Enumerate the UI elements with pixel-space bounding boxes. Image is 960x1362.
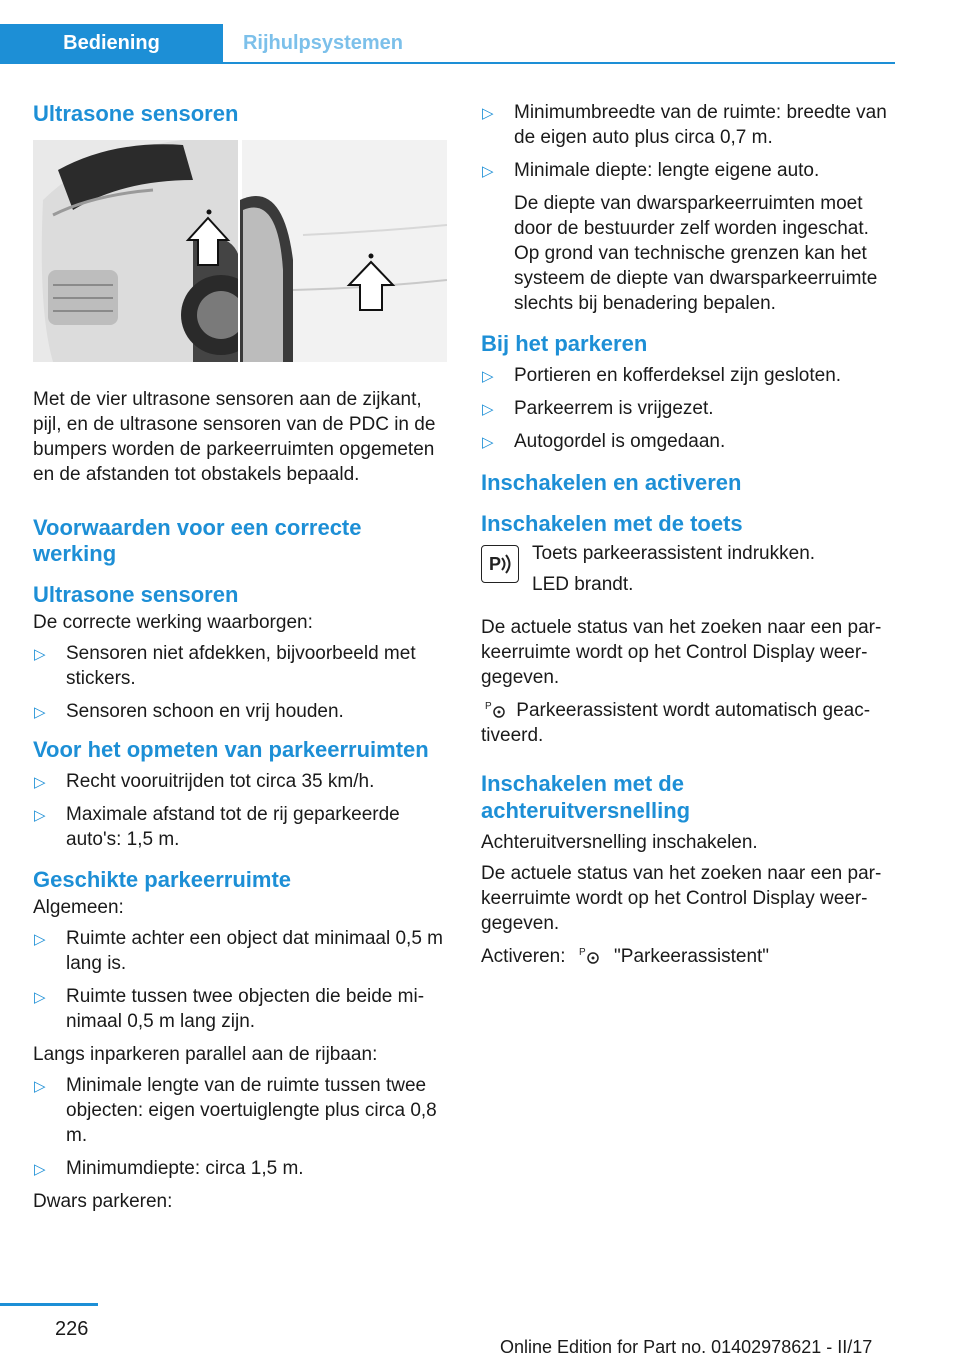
list-item: ▷ Minimale diepte: lengte eigene auto. De diepte van dwarsparkeerruimten moet door de bestuurder zelf worden ingeschat. Op grond van technische grenzen kan het systeem de diepte van dwarsparkeerruimte slechts bij benadering bepalen.: [481, 158, 897, 316]
list-dwars: [481, 100, 897, 316]
intro-text: Met de vier ultrasone sensoren aan de zijkant, pijl, en de ultrasone sensoren van de PDC in de bumpers worden de parkeerruimten opgemeten en de afstanden tot obstakels bepaald.: [33, 389, 436, 485]
list-sensoren: [33, 641, 447, 724]
list-item: ▷ Ruimte tussen twee objecten die beide minimaal 0,5 m lang zijn.: [34, 986, 425, 1032]
list-item: ▷ Minimumdiepte: circa 1,5 m.: [33, 1156, 447, 1181]
heading-ultrasone-sensoren-2: Ultrasone sensoren: [33, 582, 239, 607]
list-item: ▷ Sensoren schoon en vrij houden.: [33, 699, 447, 724]
heading-bij-het-parkeren: Bij het parkeren: [481, 331, 648, 356]
tab-bediening[interactable]: Bediening: [0, 24, 223, 62]
heading-achteruitversnelling: Inschakelen met de achteruitversnelling: [481, 771, 691, 823]
list-item: ▷ Ruimte achter een object dat minimaal 0,5 m lang is.: [34, 928, 444, 974]
list-parkeren: [481, 363, 897, 454]
status-text-2: De actuele status van het zoeken naar een parkeerruimte wordt op het Control Display weergegeven.: [481, 863, 882, 934]
edition-text: Online Edition for Part no. 01402978621 - II/17: [500, 1337, 873, 1357]
car-sensor-illustration: [33, 140, 447, 362]
list-item: ▷ Autogordel is omgedaan.: [481, 429, 897, 454]
triangle-bullet-icon: ▷: [34, 1161, 46, 1178]
list-item: ▷ Recht vooruitrijden tot circa 35 km/h.: [33, 769, 447, 794]
list-item: ▷ Portieren en kofferdeksel zijn gesloten.: [481, 363, 897, 388]
triangle-bullet-icon: ▷: [34, 989, 46, 1006]
triangle-bullet-icon: ▷: [34, 774, 46, 791]
heading-opmeten: Voor het opmeten van parkeerruimten: [33, 737, 429, 762]
list-item: ▷ Minimumbreedte van de ruimte: breedte van de eigen auto plus circa 0,7 m.: [482, 102, 887, 148]
heading-voorwaarden: Voorwaarden voor een correcte werking: [33, 515, 362, 566]
triangle-bullet-icon: ▷: [482, 163, 494, 180]
triangle-bullet-icon: ▷: [482, 368, 494, 385]
list-langs: [33, 1073, 447, 1181]
list-item: ▷ Minimale lengte van de ruimte tussen twee objecten: eigen voertuiglengte plus circa 0,8 m.: [34, 1075, 437, 1146]
algemeen-text: Algemeen:: [33, 897, 124, 918]
list-item: ▷ Parkeerrem is vrijgezet.: [481, 396, 897, 421]
page-number: 226: [55, 1318, 89, 1340]
triangle-bullet-icon: ▷: [34, 931, 46, 948]
park-assist-icon: [485, 699, 507, 719]
diepte-note: De diepte van dwarsparkeerruimten moet door de bestuurder zelf worden ingeschat. Op grond van technische grenzen kan het systeem de diepte van dwarsparkeerruimte slechts bij benadering bepalen.: [514, 193, 878, 314]
footer-accent-line: [0, 1303, 98, 1306]
list-item: ▷ Maximale afstand tot de rij geparkeerde auto's: 1,5 m.: [34, 804, 400, 850]
left-column: [33, 100, 447, 1220]
heading-inschakelen-activeren: Inschakelen en activeren: [481, 470, 742, 495]
triangle-bullet-icon: ▷: [34, 1078, 46, 1095]
triangle-bullet-icon: ▷: [482, 105, 494, 122]
triangle-bullet-icon: ▷: [34, 807, 46, 824]
triangle-bullet-icon: ▷: [482, 401, 494, 418]
langs-text: Langs inparkeren parallel aan de rijbaan:: [33, 1044, 378, 1065]
heading-ultrasone-sensoren: Ultrasone sensoren: [33, 101, 239, 126]
status-text-1: De actuele status van het zoeken naar een parkeerruimte wordt op het Control Display weergegeven.: [481, 617, 882, 688]
triangle-bullet-icon: ▷: [34, 646, 46, 663]
list-algemeen: [33, 926, 447, 1034]
triangle-bullet-icon: ▷: [482, 434, 494, 451]
triangle-bullet-icon: ▷: [34, 704, 46, 721]
heading-inschakelen-toets: Inschakelen met de toets: [481, 511, 743, 536]
svg-text:P: P: [489, 554, 502, 574]
park-assist-icon: [579, 945, 601, 965]
park-assist-button-icon: [481, 545, 519, 583]
toets-row: [481, 541, 897, 601]
achteruit-text: Achteruitversnelling inschakelen.: [481, 832, 758, 853]
activeren-line: Activeren: P "Parkeerassistent": [481, 946, 770, 967]
correcte-werking-text: De correcte werking waarborgen:: [33, 612, 313, 633]
heading-geschikte: Geschikte parkeerruimte: [33, 867, 292, 892]
toets-line-1: Toets parkeerassistent indrukken.: [532, 543, 816, 564]
svg-text:P: P: [578, 947, 586, 958]
auto-activated-text: P Parkeerassistent wordt automatisch geactiveerd.: [481, 700, 871, 746]
toets-line-2: LED brandt.: [532, 574, 634, 595]
right-column: [481, 100, 897, 975]
dwars-text: Dwars parkeren:: [33, 1191, 173, 1212]
header-tab-bar: [0, 24, 895, 64]
list-opmeten: [33, 769, 447, 852]
svg-text:P: P: [485, 701, 492, 712]
list-item: ▷ Sensoren niet afdekken, bijvoorbeeld met stickers.: [34, 643, 416, 689]
tab-rijhulpsystemen[interactable]: Rijhulpsystemen: [242, 32, 404, 54]
